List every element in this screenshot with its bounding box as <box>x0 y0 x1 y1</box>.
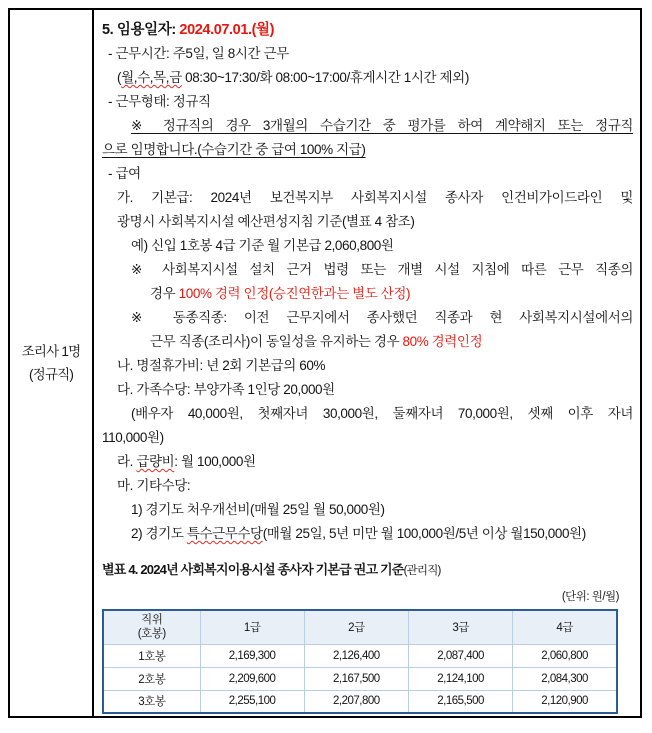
table-header-grade-1: 1급 <box>200 610 304 644</box>
line-family-allowance: 다. 가족수당: 부양가족 1인당 20,000원 <box>117 382 335 397</box>
table-header-grade-4: 4급 <box>513 610 617 644</box>
line-meal-allowance: 라. 급량비: 월 100,000원 <box>117 454 256 469</box>
table-row-step1 <box>103 644 617 667</box>
cell-value: 2,209,600 <box>200 667 304 690</box>
line-probation-note-1: ※ 정규직의 경우 3개월의 수습기간 중 평가를 하여 계약해지 또는 정규직 <box>131 118 633 133</box>
row-label: 3호봉 <box>103 690 200 713</box>
table-row-step3 <box>103 690 617 713</box>
career-recognition-100: 100% 경력 인정(승진연한과는 별도 산정) <box>178 286 411 301</box>
cell-value: 2,120,900 <box>513 690 617 713</box>
line-career-note-1: ※ 사회복지시설 설치 근거 법령 또는 개별 시설 지침에 따른 근무 직종의 <box>131 262 633 277</box>
cell-value: 2,124,100 <box>409 667 513 690</box>
notice-table <box>8 8 642 718</box>
annex-title: 별표 4. 2024년 사회복지이용시설 종사자 기본급 권고 기준(관리직) <box>102 562 441 577</box>
appointment-date-value: 2024.07.01.(월) <box>179 22 275 38</box>
spellcheck-underline-text: 급량비 <box>136 454 175 469</box>
table-header-grade-2: 2급 <box>304 610 408 644</box>
line-work-schedule: (월,수,목,금 08:30~17:30/화 08:00~17:00/휴게시간 1시간 제외) <box>117 70 469 85</box>
cell-value: 2,207,800 <box>304 690 408 713</box>
annex-section <box>102 561 633 714</box>
line-family-allowance-detail-2: 110,000원) <box>102 430 164 445</box>
spellcheck-underline-text: 월,수,목,금 <box>121 70 182 85</box>
table-header-grade-3: 3급 <box>409 610 513 644</box>
line-base-pay-example: 예) 신입 1호봉 4급 기준 월 기본급 2,060,800원 <box>131 238 394 253</box>
salary-table <box>102 609 618 714</box>
employment-type: (정규직) <box>28 367 74 382</box>
table-header-row <box>103 610 617 644</box>
appointment-date-heading <box>102 18 633 42</box>
line-work-type: - 근무형태: 정규직 <box>108 94 211 109</box>
line-base-pay-1: 가. 기본급: 2024년 보건복지부 사회복지시설 종사자 인건비가이드라인 및 <box>117 190 633 205</box>
line-same-job-note-1: ※ 동종직종: 이전 근무지에서 종사했던 직종과 현 사회복지시설에서의 <box>131 310 633 325</box>
line-probation-note-2: 으로 임명합니다.(수습기간 중 급여 100% 지급) <box>102 142 366 157</box>
details-cell <box>94 10 640 716</box>
unit-note: (단위: 원/월) <box>561 591 619 603</box>
cell-value: 2,084,300 <box>513 667 617 690</box>
position-cell <box>10 10 94 716</box>
line-career-note-2: 경우 100% 경력 인정(승진연한과는 별도 산정) <box>150 286 411 301</box>
appointment-date-label: 5. 임용일자: <box>102 22 180 38</box>
line-gyeonggi-allowance-2: 2) 경기도 특수근무수당(매월 25일, 5년 미만 월 100,000원/5년 이상 월150,000원) <box>131 526 586 541</box>
cell-value: 2,126,400 <box>304 644 408 667</box>
line-same-job-note-2: 근무 직종(조리사)이 동일성을 유지하는 경우 80% 경력인정 <box>150 334 483 349</box>
line-family-allowance-detail-1: (배우자 40,000원, 첫째자녀 30,000원, 둘째자녀 70,000원, 셋째 이후 자녀 <box>131 406 633 421</box>
line-work-hours: - 근무시간: 주5일, 일 8시간 근무 <box>108 46 289 61</box>
table-row-step2 <box>103 667 617 690</box>
line-salary-header: - 급여 <box>108 166 141 181</box>
cell-value: 2,087,400 <box>409 644 513 667</box>
line-other-allowance: 마. 기타수당: <box>117 478 191 493</box>
position-count: 조리사 1명 <box>21 344 81 359</box>
line-gyeonggi-allowance-1: 1) 경기도 처우개선비(매월 25일 월 50,000원) <box>131 502 385 517</box>
spellcheck-underline-text: 특수근무수당 <box>186 526 263 541</box>
cell-value: 2,165,500 <box>409 690 513 713</box>
line-holiday-bonus: 나. 명절휴가비: 년 2회 기본급의 60% <box>117 358 326 373</box>
row-label: 2호봉 <box>103 667 200 690</box>
cell-value: 2,167,500 <box>304 667 408 690</box>
cell-value: 2,060,800 <box>513 644 617 667</box>
cell-value: 2,169,300 <box>200 644 304 667</box>
line-base-pay-2: 광명시 사회복지시설 예산편성지침 기준(별표 4 참조) <box>117 214 415 229</box>
table-header-position: 직위 (호봉) <box>103 610 200 644</box>
cell-value: 2,255,100 <box>200 690 304 713</box>
row-label: 1호봉 <box>103 644 200 667</box>
annex-title-suffix: (관리직) <box>403 565 441 577</box>
career-recognition-80: 80% 경력인정 <box>402 334 483 349</box>
